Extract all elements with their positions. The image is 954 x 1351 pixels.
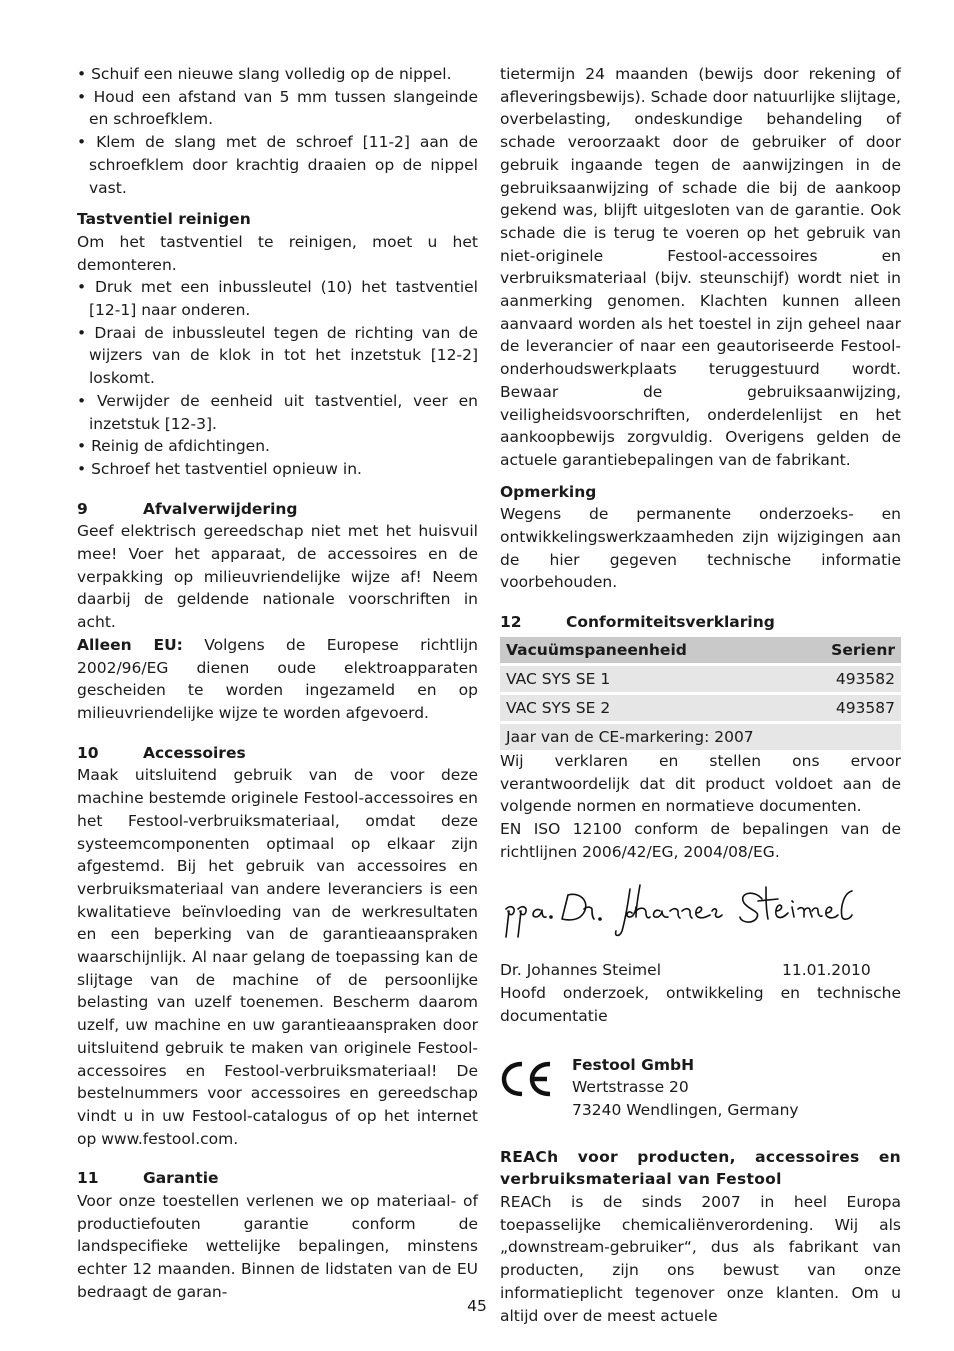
list-item: • Schroef het tastventiel opnieuw in. [77, 458, 478, 481]
page-number: 45 [467, 1297, 487, 1315]
accessoires-heading [77, 742, 478, 765]
eu-body: Volgens de Europese richtlijn 2002/96/EG dienen oude elektroapparaten gescheiden te worden ingezameld en op milieuvriendelijke wijze te worden afgevoerd. [77, 635, 478, 722]
conformity-statement: Wij verklaren en stellen ons ervoor verantwoordelijk dat dit product voldoet aan de volgende normen en normatieve documenten. [500, 751, 901, 816]
section-title: Conformiteitsverklaring [566, 613, 775, 632]
column-header-unit: Vacuümspaneenheid [500, 637, 799, 665]
list-item: • Houd een afstand van 5 mm tussen slangeinde en schroefklem. [77, 86, 478, 131]
garantie-heading [77, 1167, 478, 1190]
section-number: 10 [77, 743, 99, 762]
afval-eu-paragraph [77, 634, 478, 725]
unit-cell: VAC SYS SE 1 [500, 664, 799, 693]
conformiteit-heading [500, 611, 901, 634]
unit-cell: VAC SYS SE 2 [500, 693, 799, 722]
signatory-name: Dr. Johannes Steimel [500, 961, 662, 980]
signature-date: 11.01.2010 [782, 961, 871, 980]
list-item: • Draai de inbussleutel tegen de richting van de wijzers van de klok in tot het inzetstuk [12-2] loskomt. [77, 322, 478, 390]
garantie-continued: tietermijn 24 maanden (bewijs door rekening of afleveringsbewijs). Schade door natuurlijke slijtage, overbelasting, ondeskundige behandeling of schade veroorzaakt door de gebruiker of door gebruik ingaande tegen de aanwijzingen in de gebruiksaanwijzing of schade die bij de aankoop gekend was, blijft uitgesloten van de garantie. Ook schade die is terug te voeren op het gebruik van niet-originele Festool-accessoires en verbruiksmateriaal (bijv. steunschijf) wordt niet in aanmerking genomen. Klachten kunnen alleen aanvaard worden als het toestel in zijn geheel naar de leverancier of naar een geautoriseerde Festool-onderhoudswerkplaats teruggestuurd wordt. Bewaar de gebruiksaanwijzing, veiligheidsvoorschriften, onderdelenlijst en het aankoopbewijs zorgvuldig. Overigens gelden de actuele garantiebepalingen van de fabrikant. [500, 65, 901, 469]
company-address [572, 1054, 799, 1122]
ce-year-cell: Jaar van de CE-markering: 2007 [500, 722, 901, 750]
serial-cell: 493587 [799, 693, 901, 722]
eu-label: Alleen EU: [77, 635, 183, 654]
opmerking-body: Wegens de permanente onderzoeks- en ontwikkelingswerkzaamheden zijn wijzigingen aan de hier gegeven technische informatie voorbehouden. [500, 505, 901, 592]
section-number: 11 [77, 1169, 99, 1188]
list-item: • Schuif een nieuwe slang volledig op de nippel. [77, 63, 478, 86]
afval-body: Geef elektrisch gereedschap niet met het huisvuil mee! Voer het apparaat, de accessoires en de verpakking op milieuvriendelijke wijze af! Neem daarbij de geldende nationale voorschriften in acht. [77, 522, 478, 632]
conformity-table [500, 637, 901, 750]
company-city: 73240 Wendlingen, Germany [572, 1100, 799, 1119]
garantie-body: Voor onze toestellen verlenen we op materiaal- of productiefouten garantie conform de landspecifieke wettelijke bepalingen, minstens echter 12 maanden. Binnen de lidstaten van de EU bedraagt de garan- [77, 1192, 478, 1301]
signatory-role: Hoofd onderzoek, ontwikkeling en technische documentatie [500, 984, 901, 1025]
list-item: • Verwijder de eenheid uit tastventiel, veer en inzetstuk [12-3]. [77, 390, 478, 435]
table-row [500, 722, 901, 750]
tastventiel-intro: Om het tastventiel te reinigen, moet u het demonteren. [77, 232, 478, 274]
table-header-row [500, 637, 901, 665]
left-column [77, 63, 478, 1304]
section-title: Garantie [143, 1169, 219, 1188]
reach-heading: REACh voor producten, accessoires en verbruiksmateriaal van Festool [500, 1147, 901, 1189]
list-item: • Reinig de afdichtingen. [77, 435, 478, 458]
list-item: • Druk met een inbussleutel (10) het tastventiel [12-1] naar onderen. [77, 276, 478, 321]
opmerking-heading: Opmerking [500, 482, 597, 501]
tastventiel-heading: Tastventiel reinigen [77, 210, 251, 229]
right-column [500, 63, 901, 1327]
section-title: Afvalverwijdering [143, 499, 298, 518]
afval-heading [77, 498, 478, 521]
ce-mark-icon [500, 1054, 572, 1105]
slang-bullets [77, 63, 478, 199]
tastventiel-bullets [77, 276, 478, 480]
company-block [500, 1054, 901, 1122]
conformity-norms: EN ISO 12100 conform de bepalingen van de richtlijnen 2006/42/EG, 2004/08/EG. [500, 819, 901, 861]
company-name: Festool GmbH [572, 1055, 695, 1074]
reach-body: REACh is de sinds 2007 in heel Europa toepasselijke chemicaliënverordening. Wij als „downstream-gebruiker“, dus als fabrikant van producten, zijn ons bewust van onze informatieplicht tegenover onze klanten. Om u altijd over de meest actuele [500, 1193, 901, 1325]
signature-icon [500, 877, 901, 949]
list-item: • Klem de slang met de schroef [11-2] aan de schroefklem door krachtig draaien op de nippel vast. [77, 131, 478, 199]
serial-cell: 493582 [799, 664, 901, 693]
signatory-row [500, 959, 901, 982]
table-row [500, 693, 901, 722]
table-row [500, 664, 901, 693]
section-number: 12 [500, 613, 522, 632]
section-title: Accessoires [143, 743, 246, 762]
accessoires-body: Maak uitsluitend gebruik van de voor deze machine bestemde originele Festool-accessoires en het Festool-verbruiksmateriaal, omdat deze systeemcomponenten optimaal op elkaar zijn afgestemd. Bij het gebruik van accessoires en verbruiksmateriaal van andere leveranciers is een kwalitatieve beïnvloeding van de werkresultaten en een beperking van de garantieaanspraken waarschijnlijk. Al naar gelang de toepassing kan de slijtage van de machine of de persoonlijke belasting van uzelf toenemen. Bescherm daarom uzelf, uw machine en uw garantieaanspraken door uitsluitend gebruik te maken van originele Festool-accessoires en Festool-verbruiksmateriaal! De bestelnummers voor accessoires en gereedschap vindt u in uw Festool-catalogus of op het internet op www.festool.com. [77, 766, 479, 1148]
company-street: Wertstrasse 20 [572, 1078, 689, 1097]
column-header-serial: Serienr [799, 637, 901, 665]
section-number: 9 [77, 499, 88, 518]
signature [500, 877, 901, 949]
